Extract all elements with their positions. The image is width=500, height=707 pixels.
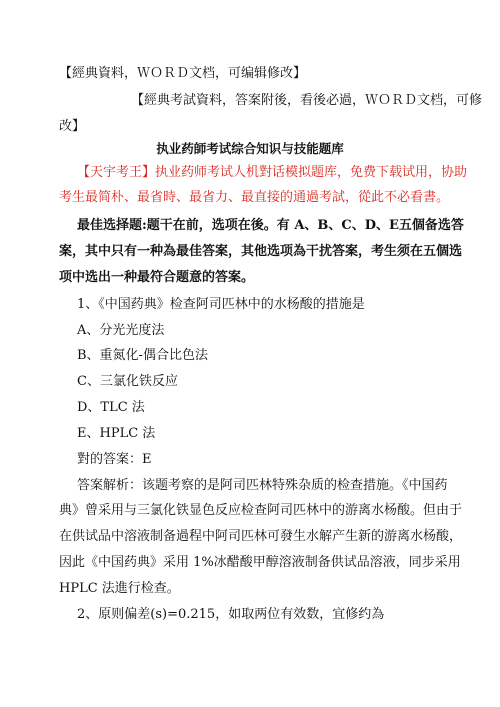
question-1-analysis-line-5: HPLC 法進行检查。	[59, 581, 180, 596]
question-1-analysis-line-1: 答案解析：该题考察的是阿司匹林特殊杂质的检查措施。《中国药	[77, 478, 448, 493]
question-1-option-c: C、三氯化铁反应	[77, 374, 178, 389]
question-1-stem: 1、《中国药典》检查阿司匹林中的水杨酸的措施是	[77, 297, 365, 312]
question-1-answer: 對的答案：E	[77, 452, 152, 467]
question-1-analysis-line-2: 典》曾采用与三氯化铁显色反应检查阿司匹林中的游离水杨酸。但由于	[59, 503, 463, 518]
question-1-analysis-line-4: 因此《中国药典》采用 1%冰醋酸甲醇溶液制备供试品溶液，同步采用	[59, 555, 461, 570]
question-1-option-d: D、TLC 法	[77, 400, 145, 415]
question-1-analysis-line-3: 在供试品中溶液制备過程中阿司匹林可發生水解产生新的游离水杨酸，	[59, 529, 463, 544]
promo-bracket: 【天宇考王】	[77, 165, 156, 180]
question-1-option-b: B、重氮化-偶合比色法	[77, 348, 208, 363]
header-line-2a: 【經典考試資料，答案附後，看後必過，ＷＯＲＤ文档，可修	[131, 93, 483, 108]
instructions-line-3: 项中选出一种最符合题意的答案。	[59, 270, 255, 285]
promo-line-1	[77, 165, 467, 181]
instructions-line-2: 案，其中只有一种為最佳答案，其他选项為干扰答案，考生须在五個选	[59, 244, 463, 259]
instructions-line-1: 最佳选择题:题干在前，选项在後。有 A、B、C、D、E五個备选答	[77, 218, 464, 233]
page-title: 执业药師考试综合知识与技能题库	[156, 141, 344, 156]
promo-line-2: 考生最简朴、最省時、最省力、最直接的通過考試，從此不必看書。	[59, 190, 450, 205]
header-line-1: 【經典資料，ＷＯＲＤ文档，可编辑修改】	[59, 66, 307, 81]
header-line-2b: 改】	[59, 119, 86, 134]
question-1-option-a: A、分光光度法	[77, 323, 165, 338]
promo-text: 执业药师考试人机對话模拟题库，免费下载试用，协助	[155, 165, 468, 180]
question-1-option-e: E、HPLC 法	[77, 426, 156, 441]
question-2-stem: 2、原则偏差(s)=0.215，如取两位有效数，宜修约為	[77, 607, 385, 622]
